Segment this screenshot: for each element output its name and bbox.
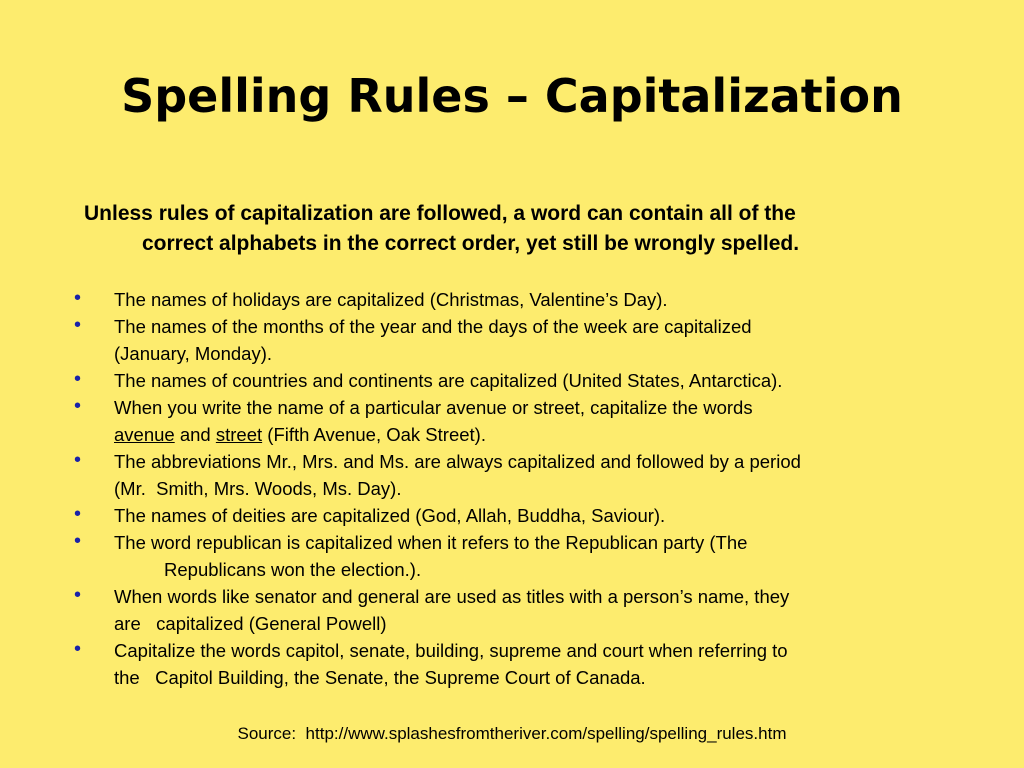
bullet-icon: • [74,530,82,552]
rule-item [0,637,1024,691]
underlined-word-avenue: avenue [114,424,175,445]
bullet-icon: • [74,503,82,525]
rule-text-continued: (Mr. Smith, Mrs. Woods, Ms. Day). [114,478,402,499]
source-citation: Source: http://www.splashesfromtheriver.com/spelling/spelling_rules.htm [237,724,787,743]
rule-text: The names of the months of the year and the days of the week are capitalized [114,316,752,337]
rule-text: The names of deities are capitalized (God, Allah, Buddha, Saviour). [114,505,666,526]
rule-text: When you write the name of a particular avenue or street, capitalize the words [114,397,753,418]
bullet-icon: • [74,314,82,336]
slide-title: Spelling Rules – Capitalization [121,69,903,123]
bullet-icon: • [74,584,82,606]
bullet-icon: • [74,395,82,417]
rule-item [0,502,1024,529]
rule-text: Capitalize the words capitol, senate, building, supreme and court when referring to [114,640,788,661]
rule-item [0,394,1024,448]
rule-item [0,367,1024,394]
underlined-word-street: street [215,424,263,445]
rule-text: The word republican is capitalized when it refers to the Republican party (The [114,532,748,553]
rule-text-continued [114,421,1024,448]
rule-text-continued: Republicans won the election.). [164,559,422,580]
intro-line-1: Unless rules of capitalization are followed, a word can contain all of the [84,202,796,225]
rules-list [0,286,1024,691]
rule-item [0,448,1024,502]
intro-line-2: correct alphabets in the correct order, yet still be wrongly spelled. [142,232,800,255]
rule-example-text: (Fifth Avenue, Oak Street). [262,424,486,445]
bullet-icon: • [74,287,82,309]
bullet-icon: • [74,449,82,471]
rule-item [0,286,1024,313]
connector-text: and [174,424,216,445]
rule-text: The names of countries and continents are capitalized (United States, Antarctica). [114,370,783,391]
intro-paragraph [84,199,964,259]
rule-text-continued: the Capitol Building, the Senate, the Supreme Court of Canada. [114,667,646,688]
rule-text: The abbreviations Mr., Mrs. and Ms. are always capitalized and followed by a period [114,451,801,472]
rule-text: The names of holidays are capitalized (Christmas, Valentine’s Day). [114,289,668,310]
rule-item [0,529,1024,583]
rule-item [0,313,1024,367]
rule-text-continued: (January, Monday). [114,343,272,364]
rule-item [0,583,1024,637]
rule-text: When words like senator and general are used as titles with a person’s name, they [114,586,790,607]
bullet-icon: • [74,368,82,390]
rule-text-continued: are capitalized (General Powell) [114,613,387,634]
bullet-icon: • [74,638,82,660]
